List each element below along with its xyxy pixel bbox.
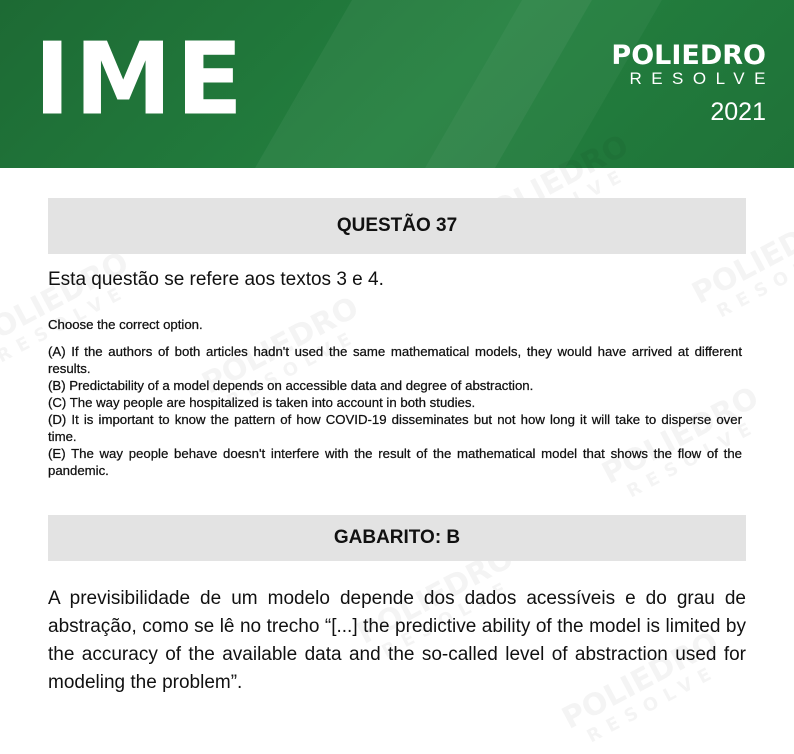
question-body [48, 316, 742, 479]
option-e: (E) The way people behave doesn't interfere with the result of the mathematical model that shows the flow of the pandemic. [48, 446, 742, 478]
exam-logo: IME [34, 21, 247, 139]
question-intro: Esta questão se refere aos textos 3 e 4. [48, 269, 384, 290]
answer-title-bar [48, 515, 746, 561]
option-c: (C) The way people are hospitalized is taken into account in both studies. [48, 395, 476, 410]
option-a: (A) If the authors of both articles hadn't used the same mathematical models, they would have arrived at different results. [48, 344, 742, 376]
question-title: QUESTÃO 37 [336, 215, 458, 236]
brand-logo [611, 40, 775, 126]
brand-subtitle: RESOLVE [629, 69, 775, 88]
brand-year: 2021 [710, 98, 766, 126]
question-prompt: Choose the correct option. [48, 317, 203, 332]
question-title-bar [48, 198, 746, 254]
option-b: (B) Predictability of a model depends on accessible data and degree of abstraction. [48, 378, 534, 393]
header-banner [0, 0, 794, 168]
answer-title: GABARITO: B [333, 527, 461, 548]
option-d: (D) It is important to know the pattern of how COVID-19 disseminates but not how long it will take to disperse over time. [48, 412, 742, 444]
answer-explanation: A previsibilidade de um modelo depende dos dados acessíveis e do grau de abstração, como se lê no trecho “[...] the predictive ability of the model is limited by the accuracy of the available data and the so-called level of abstraction used for modeling the problem”. [48, 588, 746, 693]
brand-name: POLIEDRO [611, 40, 766, 71]
